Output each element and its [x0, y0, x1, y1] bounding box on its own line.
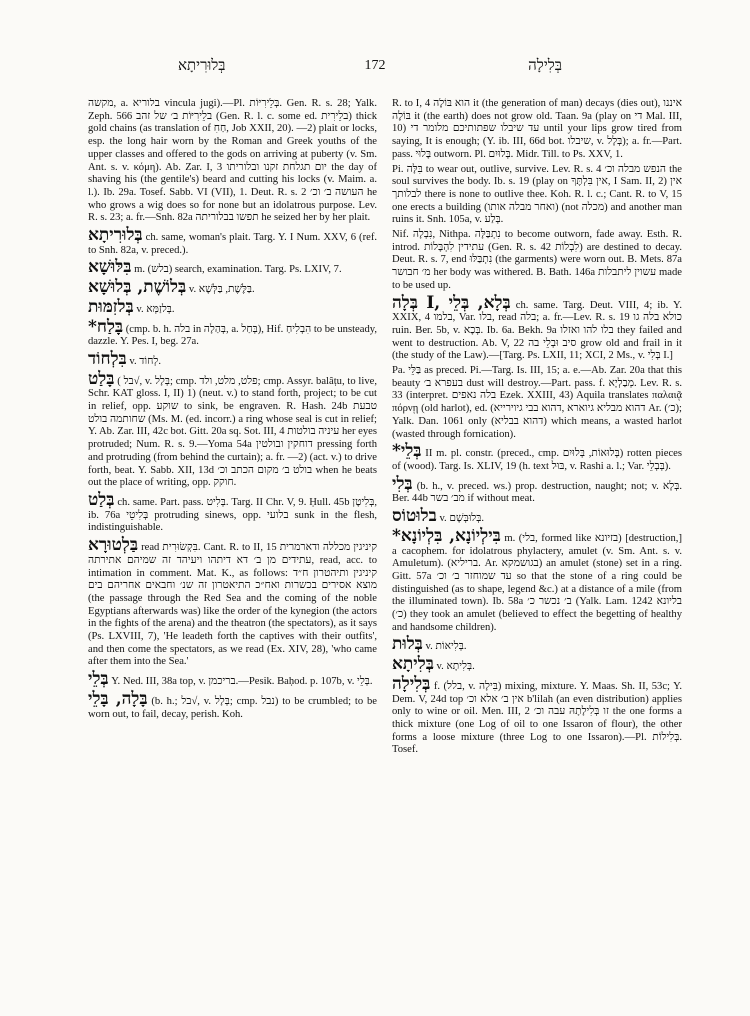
entry-headword: בְּלוּת	[392, 634, 423, 655]
entry-headword: בלוּטוֹס	[392, 506, 437, 527]
left-column	[88, 98, 377, 1008]
entry-headword: בְּלָה I, בְּלָא, בְּלֵי	[392, 292, 511, 313]
entry-text: v. בְּלזַמְּא.	[136, 303, 175, 315]
entry-headword: *בָּלַח	[88, 316, 124, 337]
dictionary-entry	[392, 443, 682, 473]
dictionary-entry	[88, 368, 377, 490]
right-column	[392, 98, 682, 1008]
entry-headword: בְּלִיתָא	[392, 654, 434, 675]
entry-text: m. (בלש) search, examination. Targ. Ps. LXIV, 7.	[134, 264, 342, 276]
header-left-guideword: בְּלוּרִיתָא	[178, 58, 226, 74]
entry-text: (b. h.; בל√, v. בְּלָל; cmp. נבל) to be crumbled; to be worn out, to fail, decay, perish. Koh.	[88, 695, 377, 720]
dictionary-entry	[392, 673, 682, 757]
entry-text: R. to I, 4 הוא בּוֹלֶה it (the generation of man) decays (dies out), איננו בּוֹלֶה it (the earth) does not grow old. Taan. 9a (play on די Mal. III, 10) עד שיבלו שפתותיכם מלומר די until your lips grow tired from saying, It is enough; (Y. ib. III, 66d bot. שיבלו, v. בְּלָל); a. fr.—Part. pass. בָּלוּי outworn. Pl. בְּלוּיִם. Midr. Till. to Ps. XXV, 1.	[392, 98, 682, 160]
entry-text: m. (בלי, formed like בזיונא) [destruction,] a cacophem. for idolatrous phylactery, amulet (v. Sm. Ant. s. v. Amuletum). (בריליא. Ar. בגושמקא) an amulet (stone) set in a ring. Gitt. 57a עד שמוחזר ב׳ וכ׳ so that the stone of a ring could be distinguished (as to shape, legend &c.) at a distance of a mile (from the illuminated town). Ib. 58a ב׳ נכשר כ׳ (Yalk. Lam. 1242 בליונא (כ׳) they took an amulet (believed to effect the begetting of healthy and handsome children).	[392, 532, 682, 633]
entry-text: v. בַּלֶּשֶׁת, בַּלְּשָׁא.	[188, 284, 255, 296]
entry-headword: בָּלַט	[88, 368, 115, 389]
page-header	[88, 58, 662, 80]
entry-text: ch. same, woman's plait. Targ. Y. I Num. XXV, 6 (ref. to Snh. 82a, v. preced.).	[88, 232, 377, 256]
entry-headword: *בְּלֵי	[392, 441, 422, 462]
entry-headword: *בִּילְיוֹנָא, בִּלְיוֹנָא	[392, 525, 501, 546]
entry-headword: בְּלַט	[88, 489, 115, 510]
entry-text: Pa. בַּלֵּי as preced. Pi.—Targ. Is. III, 15; a. e.—Ab. Zar. 20a that this beauty בעפרא ב׳ dust will destroy.—Part. pass. f. מְבַלְיָא. Lev. R. s. 33 (interpret. בלה נאפים Ezek. XXIII, 43) Aquila translates παλαιᾷ πόρνῃ (old harlot), ed. (דהוא מבליא גיוארא ,דהוא בבי גיוירייא Ar. (כ׳); Yalk. Dan. 1061 only (דהוא בבליא) which means, a wasted harlot (wasted through fornication).	[392, 365, 682, 440]
header-right-guideword: בְּלִילָה	[528, 58, 562, 74]
entry-headword: בְּלֵי	[88, 669, 109, 690]
entry-headword: בְּלִי	[392, 473, 413, 494]
dictionary-entry	[88, 259, 377, 277]
dictionary-entry	[392, 636, 682, 654]
entry-text: v. בְּלוּבְּשָׁם.	[439, 513, 485, 525]
entry-text: II m. pl. constr. (preced., cmp. בְּלוּאוֹת, בְּלוּיִם) rotten pieces of (wood). Targ. Is. XLIV, 19 (h. text בּוּל, v. Rashi a. l.; Var. בְּבְלֵי).	[392, 448, 682, 472]
entry-headword: בְּלוּרִיתָא	[88, 225, 143, 246]
dictionary-entry	[392, 229, 682, 293]
dictionary-entry	[88, 537, 377, 669]
entry-text: v. לְחוֹד.	[129, 355, 161, 367]
dictionary-entry	[392, 98, 682, 162]
entry-text: ch. same. Part. pass. בְּלִיט. Targ. II Chr. V, 9. Ḥull. 45b בְּלִיטָן, ib. 76a בְּלִיטֵי protruding sinews, opp. בלועי sunk in the flesh, indistinguishable.	[88, 496, 377, 534]
dictionary-entry	[88, 348, 377, 369]
dictionary-entry	[88, 316, 377, 349]
dictionary-entry	[88, 279, 377, 297]
entry-text: (b. h., v. preced. ws.) prop. destruction, naught; not; v. בְּלָא. Ber. 44b מב׳ בשר if without meat.	[392, 480, 682, 505]
dictionary-entry	[88, 98, 377, 225]
dictionary-entry	[88, 227, 377, 257]
entry-text: v. בְּלִיתָא.	[436, 661, 475, 673]
dictionary-entry	[392, 292, 682, 364]
entry-text: ( בל√, v. בְּלָל; cmp. פלט, מלט, ולד; cmp. Assyr. balâṭu, to live, Schr. KAT gloss. I, II) 1) (neut. v.) to stand forth, project; to be cut in relief, opp. שוקע to sink, be engraven. R. Hash. 24b טבעת שחותמה בולט (Ms. M. (ed. incorr.) a ring whose seal is cut in relief; Y. Ab. Zar. III, 42c bot. Gitt. 20a sq. Sot. III, 4 עיניה בולטות her eyes protruded; Num. R. s. 9.—Yoma 54a דוחקין ובולטין pressing forth and protruding (from behind the curtain); a. fr. —2) (act. v.) to drive forth, beat. Y. Sabb. XII, 13d בולט ב׳ מקום הכתב וכ׳ when he beats out the place of writing, opp. חוקק.	[88, 375, 377, 489]
entry-headword: בְּלוֹשֶׁת, בְּלוּשָׁא	[88, 277, 187, 298]
dictionary-entry	[392, 164, 682, 228]
entry-headword: בַּלְטוּרָא	[88, 535, 139, 556]
entry-headword: בִּלּוּשָׁא	[88, 257, 132, 278]
entry-headword: בְּלִילָה	[392, 673, 431, 694]
entry-headword: בְּלזִמּוּת	[88, 296, 134, 317]
entry-text: f. (בלל, v. בִּילָה) mixing, mixture. Y. Maas. Sh. II, 53c; Y. Dem. V, 24d top אין ב׳ אלא וכ׳ b'lilah (an even distribution) applies only to wine or oil. Men. III, 2 זו בְּלִילָתָהּ עבה וכ׳ the one forms a thick mixture (one Log of oil to one Issaron of flour), the other forms a loose mixture (three Log to one Issaron).—Pl. בְּלִילוֹת. Tosef.	[392, 680, 682, 756]
entry-text: Pi. בִּלָּה to wear out, outlive, survive. Lev. R. s. 4 הנפש מבלה וכ׳ the soul survives the body. Ib. s. 19 (play on אין בִּלְתֶּךָ, I Sam. II, 2) אין לבלותך there is none to outlive thee. Koh. R. l. c.; Cant. R. to V, 15 one erects a building (ואחר מבלה אותו) (not מכלה) and another man ruins it. Snh. 105a, v. בְּלַע.	[392, 163, 682, 226]
dictionary-entry	[88, 688, 377, 721]
dictionary-entry	[88, 296, 377, 317]
dictionary-entry	[392, 525, 682, 635]
entry-text: Y. Ned. III, 38a top, v. בריכמן.—Pesik. Baḥod. p. 107b, v. בְּלֵי.	[111, 676, 373, 688]
entry-text: ch. same. Targ. Deut. VIII, 4; ib. Y. XXIX, 4 בלמו, Var. בלו, read בלה; a. fr.—Lev. R. s. 19 כולא בלה גו ruin. Ber. 5b, v. בְּכָא. Ib. 6a. Bekh. 9a בלו להו ואזלו they failed and went to destruction. Ab. V, 22 סיב וּבְלֵי בה grow old and frail in it (the study of the Law).—[Targ. Ps. LXII, 11; XCI, 2 Ms., v. בְּלִי I.]	[392, 299, 682, 362]
dictionary-entry	[392, 473, 682, 506]
dictionary-entry	[392, 365, 682, 441]
dictionary-entry	[392, 656, 682, 674]
entry-text: (cmp. b. h. בלה in בְּהַלָה, a. בְּחַל), Hif. הִבְלִיחַ to be unsteady, dazzle. Y. Pes. I, beg. 27a.	[88, 323, 377, 348]
entry-text: v. בְּלִיאוֹת.	[425, 641, 467, 653]
entry-text: Nif. נִבְלָה, Nithpa. נִתְבַּלָּה to become outworn, fade away. Esth. R. introd. עתידין לִהְבָּלוֹת (Gen. R. s. 42 לִבְלוֹת) are destined to decay. Deut. R. s. 7, end נִתְבַּלּוּ (the garments) were worn out. B. Mets. 87a מ׳ חבושר her body was withered. B. Bath. 146a עשוין ליתבלות made to be used up.	[392, 229, 682, 291]
page-number: 172	[364, 58, 386, 73]
entry-text: מקשה, a. בלוריא vincula jugi).—Pl. בְּלֵירִיּוֹת. Gen. R. s. 28; Yalk. Zeph. 566 בלֵירִיּוֹת ב׳ של זהב (Gen. R. l. c. some ed. בלֵירִית) thick gold chains (as translation of חַחִ, Job XXII, 20). —2) plait or locks, esp. the long hair worn by the Roman and Greek youths of the upper classes and offered to the gods on arriving at puberty (v. Sm. Ant. s. v. κόμη). Ab. Zar. I, 3 יום תגלחת זקנו ובלוריתו the day of shaving his (the gentile's) beard and cutting his locks (v. Maim. a. l.). Ib. 29a. Tosef. Sabb. VI (VII), 1. Deut. R. s. 2 העושה ב׳ וכ׳ he who grows a wig does so for none but an idolatrous purpose. Lev. R. s. 23; a. fr.—Snh. 82a תפשו בבלוריתה he seized her by her plait.	[88, 98, 377, 224]
dictionary-entry	[392, 508, 682, 526]
entry-text: read בִּקְשׂוּרִית. Cant. R. to II, 15 קיניגין מכללה ודארמרית עתידים מן ב׳ דא דיתהו ויעיהד זה שמיהם אתירתה, read, acc. to intimation in comment. Mat. K., as follows: קיניגין ותיהטרון ח״ד מוצא אסירים בכשרות ואח״כ התיאטרון זה שנ׳ וחבאים אחריהם בים (the passage through the Red Sea and the coming of the noble Egyptians afterwards was) like the order of the kynegion (the actors in the fights of the arena) and the theatron (the spectators), as it says (Ps. LXVIII, 7), 'He leadeth forth the captives with their outfits', and then come the spectators, as we read (Ex. XIV, 28), 'who came after them into the Sea.'	[88, 542, 377, 668]
entry-headword: בִּלְחוֹד	[88, 348, 127, 369]
dictionary-entry	[88, 489, 377, 535]
dictionary-entry	[88, 671, 377, 689]
entry-headword: בָּלָה, בָּלֵי	[88, 688, 148, 709]
